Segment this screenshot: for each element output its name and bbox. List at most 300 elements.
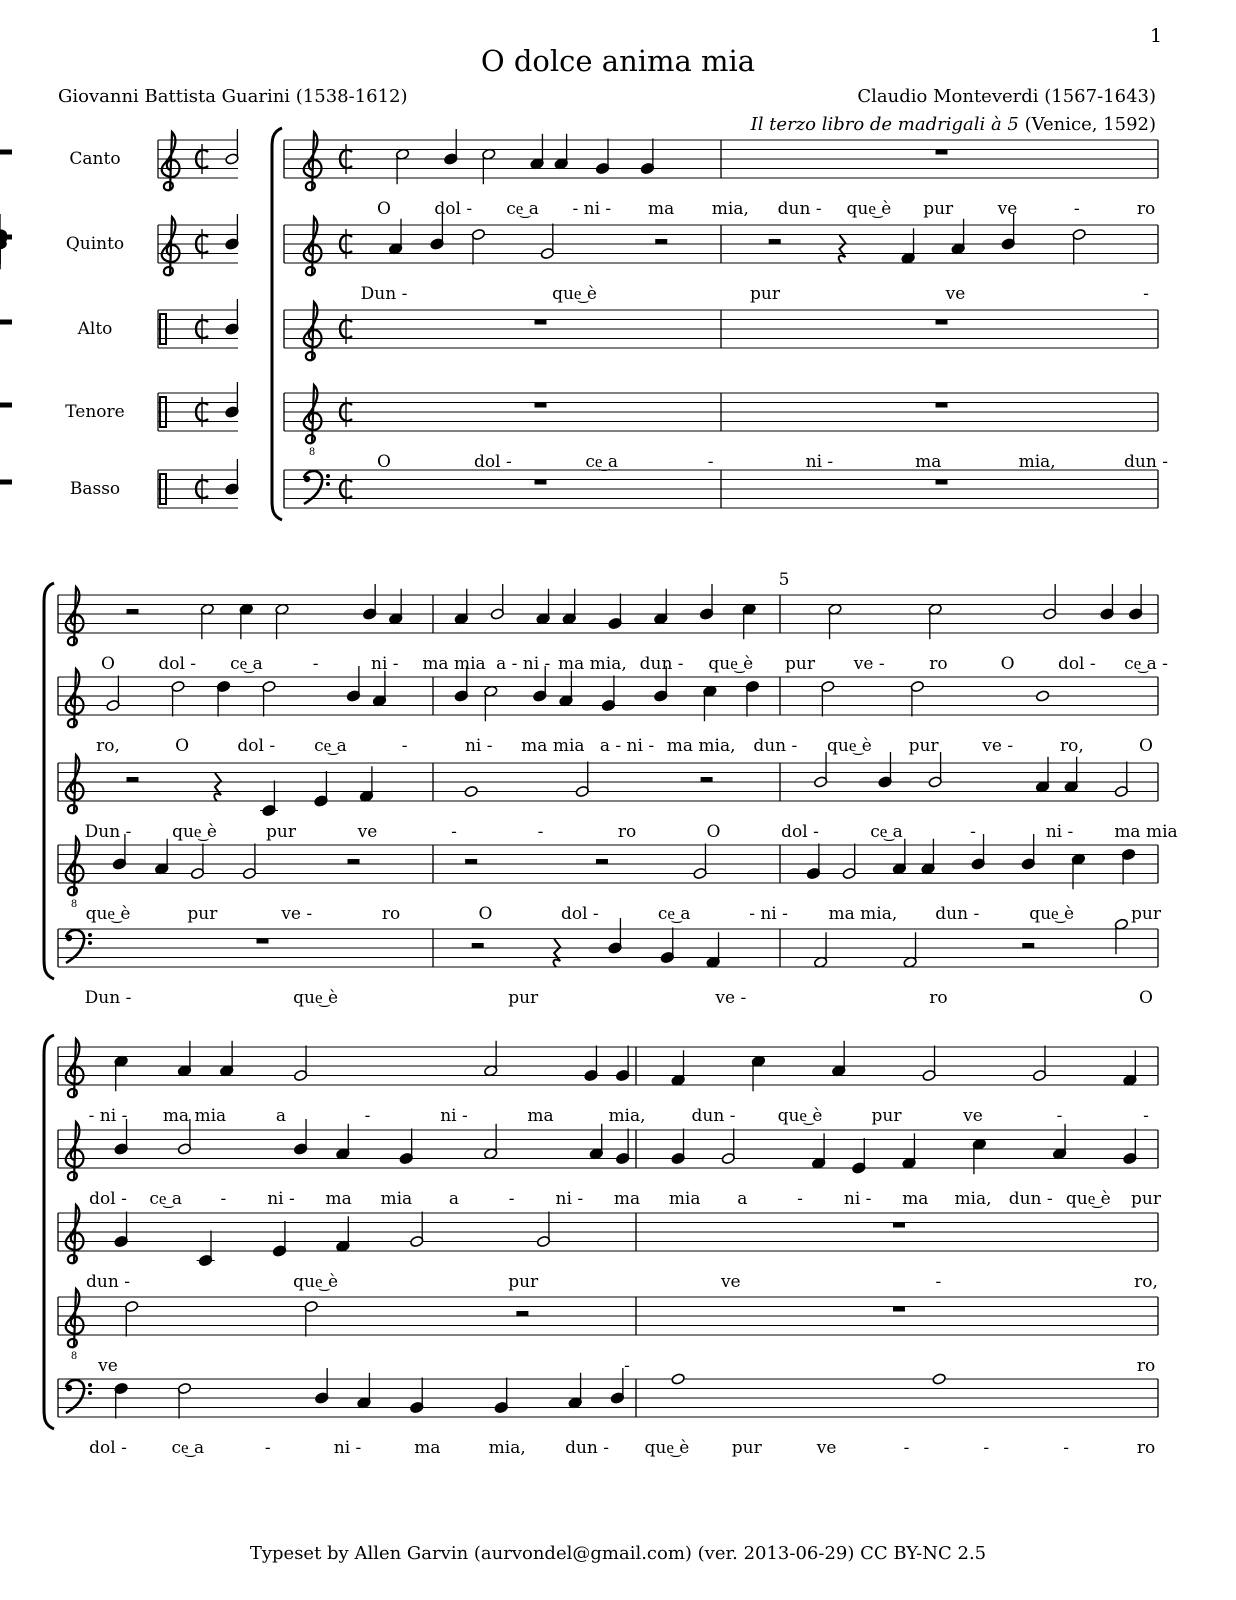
note — [554, 134, 568, 170]
staff-canto — [58, 1047, 1158, 1085]
note — [494, 1378, 508, 1414]
note — [444, 129, 458, 165]
lyric-syllable: ni - — [371, 654, 399, 674]
treble-clef-shape — [304, 132, 322, 190]
note — [951, 219, 965, 255]
lyric-syllable: dol - — [89, 1189, 127, 1209]
rest — [839, 235, 846, 263]
lyric-syllable: dun - — [777, 199, 822, 219]
lyric-syllable: dol - — [89, 1438, 127, 1458]
lyric-syllable: ro — [929, 654, 948, 674]
lyric-syllable: a — [275, 1106, 287, 1126]
system-bracket — [272, 128, 282, 520]
lyric-syllable: ma — [647, 199, 675, 219]
treble-clef-shape — [66, 755, 84, 813]
voice-label-basso: Basso — [69, 479, 121, 499]
treble-clef — [162, 132, 180, 190]
note — [314, 771, 328, 807]
rest — [596, 859, 608, 864]
lyric-syllable: pur — [508, 988, 539, 1008]
note — [410, 1378, 424, 1414]
lyrics-quinto — [361, 284, 1149, 304]
lyric-syllable: ce͜ a — [314, 736, 347, 756]
lyric-syllable: ma mia, — [828, 904, 898, 924]
lyric-syllable: O — [175, 736, 190, 756]
rest — [127, 609, 139, 614]
note — [903, 932, 917, 968]
note — [699, 584, 713, 620]
bass-clef-dot — [88, 1383, 92, 1387]
lyric-syllable: que͜ è — [293, 1272, 339, 1292]
lyric-syllable: - — [220, 1189, 227, 1209]
lyric-syllable: ve — [963, 1106, 983, 1126]
treble-clef-shape — [66, 587, 84, 645]
lyric-syllable: ni - — [267, 1189, 295, 1209]
poet-credit: Giovanni Battista Guarini (1538-1612) — [58, 86, 408, 107]
note — [198, 1231, 212, 1267]
notehead — [932, 1373, 946, 1385]
lyric-syllable: dun - — [1124, 452, 1168, 472]
bass-clef-dot — [88, 1391, 92, 1395]
lyric-syllable: ni - — [1045, 822, 1074, 842]
note — [671, 1129, 685, 1165]
lyric-syllable: ce͜ a — [149, 1189, 182, 1209]
composer-credit: Claudio Monteverdi (1567-1643) — [857, 86, 1156, 107]
lyric-syllable: ni - — [805, 452, 834, 472]
note — [304, 1300, 318, 1336]
lyric-syllable: ro — [1136, 199, 1156, 219]
lyric-syllable: ce͜ a — [230, 654, 263, 674]
lyric-syllable: - ni - — [749, 904, 788, 924]
lyric-syllable: ve — [720, 1272, 741, 1292]
note — [1064, 757, 1078, 793]
system-3 — [44, 1035, 1162, 1458]
rest — [127, 777, 139, 782]
system-bracket — [44, 583, 54, 979]
note — [536, 1212, 550, 1248]
note — [225, 459, 239, 495]
bass-clef — [66, 930, 92, 963]
voice-label-tenore: Tenore — [65, 402, 125, 422]
lyric-syllable: ni - — [843, 1189, 872, 1209]
source-title: Il terzo libro de madrigali à 5 — [750, 114, 1019, 135]
note — [1071, 853, 1085, 889]
lyric-syllable: ce͜ a — [657, 904, 691, 924]
note — [225, 382, 239, 418]
voice-label-quinto: Quinto — [65, 234, 125, 254]
lyrics-quinto — [96, 736, 1153, 756]
staff-basso — [58, 1379, 1158, 1417]
note — [892, 839, 906, 875]
note — [399, 1129, 413, 1165]
rest — [516, 1311, 528, 1316]
note — [660, 928, 674, 964]
lyric-syllable: dol - — [158, 654, 197, 674]
lyric-syllable: dun - — [565, 1438, 610, 1458]
note — [928, 603, 942, 639]
voice-label-canto: Canto — [69, 149, 121, 169]
rest — [936, 150, 948, 155]
lyric-syllable: - — [1073, 199, 1080, 219]
lyric-syllable: O — [1139, 988, 1153, 1008]
page-number: 1 — [1150, 25, 1163, 47]
note — [832, 1041, 846, 1077]
note — [114, 1212, 128, 1248]
treble-clef — [304, 132, 322, 190]
lyric-syllable: - — [983, 1438, 990, 1458]
lyric-syllable: - ni - — [88, 1106, 128, 1126]
notehead — [464, 785, 478, 797]
treble-clef — [162, 217, 180, 275]
bass-clef — [304, 471, 330, 504]
lyric-syllable: Dun - — [84, 988, 132, 1008]
note — [1021, 834, 1035, 870]
lyric-syllable: mia — [668, 1189, 701, 1209]
lyric-syllable: que͜ è — [827, 736, 872, 756]
note — [275, 603, 289, 639]
note — [177, 1382, 191, 1418]
rest — [472, 943, 484, 948]
note — [464, 785, 478, 797]
lyric-syllable: ni - — [555, 1189, 584, 1209]
note — [608, 594, 622, 630]
rest — [554, 939, 561, 967]
lyric-syllable: pur — [871, 1106, 902, 1126]
note — [589, 1124, 603, 1160]
note — [114, 1382, 128, 1418]
lyric-syllable: pur — [908, 736, 939, 756]
lyric-syllable: ni - — [440, 1106, 468, 1126]
lyric-syllable: - — [451, 822, 457, 842]
lyric-syllable: ma mia — [422, 654, 486, 674]
lyric-syllable: ma mia, — [666, 736, 736, 756]
system-2 — [44, 583, 1178, 1008]
lyric-syllable: - — [1056, 1106, 1063, 1126]
note — [922, 1046, 936, 1082]
system-1 — [0, 128, 1168, 520]
lyric-syllable: ma — [902, 1189, 929, 1209]
lyric-syllable: dun - — [639, 654, 684, 674]
lyric-syllable: pur — [785, 654, 815, 674]
lyric-syllable: a - ni - — [496, 654, 551, 674]
note — [721, 1129, 735, 1165]
lyric-syllable: ve — [945, 284, 966, 304]
lyrics-tenore — [86, 904, 1162, 924]
lyric-syllable: ma mia, — [558, 654, 627, 674]
note — [540, 224, 554, 260]
rest — [701, 777, 713, 782]
bass-clef-dot — [88, 941, 92, 945]
staff-alto — [58, 763, 1158, 801]
note — [389, 589, 403, 625]
lyric-syllable: ni - — [464, 736, 493, 756]
treble-clef-shape — [66, 1289, 84, 1347]
lyric-syllable: pur — [187, 904, 218, 924]
lyric-syllable: dun - — [935, 904, 980, 924]
note — [336, 1124, 350, 1160]
note — [357, 1373, 371, 1409]
lyric-syllable: ro — [1136, 1438, 1156, 1458]
note — [1121, 848, 1135, 884]
lyric-syllable: - — [401, 736, 408, 756]
note — [190, 844, 204, 880]
bass-clef — [66, 1380, 92, 1413]
measure-number: 5 — [778, 570, 790, 590]
lyric-syllable: dol - — [237, 736, 276, 756]
lyric-syllable: O — [1139, 736, 1153, 756]
note — [177, 1041, 191, 1077]
lyric-syllable: dun - — [86, 1272, 130, 1292]
staff-tenore — [58, 1297, 1158, 1335]
lyric-syllable: pur — [266, 822, 296, 842]
lyric-syllable: que͜ è — [85, 904, 131, 924]
treble-clef — [66, 1205, 84, 1263]
note — [751, 1055, 765, 1091]
lyrics-alto — [86, 1272, 1158, 1292]
lyric-syllable: ro, — [1134, 1272, 1158, 1292]
note — [821, 680, 835, 716]
note — [1114, 918, 1128, 954]
note — [1053, 1124, 1067, 1160]
notehead — [671, 1373, 685, 1385]
note — [932, 1373, 946, 1385]
note — [484, 1041, 498, 1077]
lyric-syllable: dol - — [560, 904, 599, 924]
rest — [0, 403, 12, 408]
rest — [348, 859, 360, 864]
lyric-syllable: ro — [1136, 1356, 1156, 1376]
lyric-syllable: - — [903, 1438, 910, 1458]
lyric-syllable: O — [377, 199, 391, 219]
lyric-syllable: - — [312, 654, 319, 674]
note — [359, 766, 373, 802]
note — [482, 148, 496, 184]
note — [484, 685, 498, 721]
treble-clef-shape — [66, 1205, 84, 1263]
note — [1072, 228, 1086, 264]
lyric-syllable: ce͜ a — [585, 452, 619, 472]
note — [262, 781, 276, 817]
octave-mark: 8 — [308, 447, 316, 458]
lyric-syllable: ce͜ a — [506, 199, 539, 219]
note — [1001, 214, 1015, 250]
note — [910, 680, 924, 716]
staff-tenore — [58, 845, 1158, 883]
rest — [214, 773, 221, 801]
note — [490, 584, 504, 620]
octave-mark: 8 — [70, 899, 78, 910]
lyric-syllable: ma — [527, 1106, 554, 1126]
treble-clef — [66, 1039, 84, 1097]
rest — [936, 320, 948, 325]
lyric-syllable: ma — [414, 1438, 441, 1458]
note — [225, 299, 239, 335]
treble-clef — [304, 217, 322, 275]
treble-clef-shape — [66, 1122, 84, 1180]
note — [171, 680, 185, 716]
note — [1123, 1129, 1137, 1165]
note — [654, 589, 668, 625]
note — [272, 1221, 286, 1257]
note — [1043, 584, 1057, 620]
note — [372, 671, 386, 707]
lyrics-quinto — [89, 1189, 1162, 1209]
rest — [893, 1307, 905, 1312]
note — [220, 1041, 234, 1077]
note — [608, 918, 622, 954]
lyric-syllable: que͜ è — [708, 654, 754, 674]
note — [1129, 584, 1143, 620]
lyric-syllable: - — [537, 822, 544, 842]
lyric-syllable: ve — [816, 1438, 837, 1458]
rest — [465, 859, 477, 864]
note — [902, 1133, 916, 1169]
note — [216, 680, 230, 716]
note — [575, 762, 589, 798]
note — [346, 666, 360, 702]
lyric-syllable: O — [101, 654, 115, 674]
lyric-syllable: mia, — [608, 1106, 646, 1126]
note — [693, 844, 707, 880]
rest — [0, 150, 12, 155]
note — [559, 671, 573, 707]
staff-quinto — [58, 1130, 1158, 1168]
bass-clef-dot — [304, 476, 310, 482]
lyric-syllable: Dun - — [84, 822, 132, 842]
note — [471, 228, 485, 264]
note — [742, 603, 756, 639]
bass-clef-dot — [66, 935, 72, 941]
note — [706, 932, 720, 968]
bass-clef-dot — [326, 474, 330, 478]
note — [901, 228, 915, 264]
lyric-syllable: ro — [929, 988, 948, 1008]
lyrics-tenore — [377, 452, 1168, 472]
note — [812, 1133, 826, 1169]
note — [878, 752, 892, 788]
rest — [535, 403, 547, 408]
lyric-syllable: ma mia — [521, 736, 585, 756]
note — [745, 680, 759, 716]
lyric-syllable: ce͜ a — [870, 822, 903, 842]
note — [155, 839, 169, 875]
bass-clef-dot — [326, 482, 330, 486]
note — [852, 1138, 866, 1174]
footer-credit: Typeset by Allen Garvin (aurvondel@gmail.com) (ver. 2013-06-29) CC BY-NC 2.5 — [249, 1543, 987, 1564]
lyric-syllable: ve — [357, 822, 378, 842]
treble-clef-shape — [66, 1039, 84, 1097]
notehead — [0, 240, 6, 249]
lyric-syllable: ve - — [715, 988, 747, 1008]
octave-mark: 8 — [70, 1351, 78, 1362]
note — [1032, 1046, 1046, 1082]
lyric-syllable: que͜ è — [644, 1438, 690, 1458]
note — [616, 1129, 630, 1165]
lyric-syllable: pur — [923, 199, 954, 219]
note — [242, 844, 256, 880]
piece-title: O dolce anima mia — [480, 44, 756, 78]
rest — [535, 480, 547, 485]
note — [828, 603, 842, 639]
note — [225, 214, 239, 250]
note — [336, 1216, 350, 1252]
bass-clef-dot — [88, 933, 92, 937]
lyric-syllable: ve - — [853, 654, 885, 674]
lyric-syllable: dol - — [434, 199, 473, 219]
lyric-syllable: mia, — [488, 1438, 526, 1458]
note — [430, 214, 444, 250]
note — [703, 685, 717, 721]
treble-clef-shape — [66, 837, 84, 895]
note — [363, 584, 377, 620]
lyric-syllable: dol - — [781, 822, 819, 842]
note — [239, 603, 253, 639]
staff-alto — [58, 1213, 1158, 1251]
note — [928, 752, 942, 788]
note — [454, 589, 468, 625]
lyrics-alto — [85, 822, 1178, 842]
lyric-syllable: ve — [98, 1356, 118, 1376]
rest — [0, 480, 12, 485]
lyrics-tenore — [97, 1356, 1155, 1376]
lyric-syllable: mia, — [711, 199, 749, 219]
rest — [0, 235, 12, 240]
treble-clef — [66, 1122, 84, 1180]
lyric-syllable: mia — [380, 1189, 413, 1209]
lyric-syllable: dun - — [753, 736, 798, 756]
lyric-syllable: pur — [1131, 1189, 1161, 1209]
source-details: (Venice, 1592) — [1018, 114, 1156, 135]
note — [125, 1300, 139, 1336]
note — [262, 680, 276, 716]
lyric-syllable: que͜ è — [552, 284, 597, 304]
lyric-syllable: ma — [613, 1189, 641, 1209]
treble-clef-shape — [304, 217, 322, 275]
note — [388, 219, 402, 255]
lyric-syllable: ro — [381, 904, 401, 924]
treble-clef — [66, 587, 84, 645]
note — [814, 932, 828, 968]
lyric-syllable: - — [797, 1189, 803, 1209]
system-bracket — [44, 1035, 54, 1429]
lyric-syllable: pur — [1131, 904, 1161, 924]
lyric-syllable: que͜ è — [777, 1106, 823, 1126]
lyric-syllable: - — [707, 452, 714, 472]
note — [562, 589, 576, 625]
note — [610, 1368, 624, 1404]
lyric-syllable: que͜ è — [1065, 1189, 1111, 1209]
note — [921, 839, 935, 875]
lyric-syllable: ro, — [96, 736, 120, 756]
incipit — [65, 129, 239, 508]
lyric-syllable: que͜ è — [172, 822, 217, 842]
note — [584, 1046, 598, 1082]
note — [225, 129, 239, 165]
note — [1035, 757, 1049, 793]
lyric-syllable: Dun - — [360, 284, 408, 304]
lyric-syllable: - — [1143, 1106, 1149, 1126]
lyric-syllable: que͜ è — [846, 199, 892, 219]
rest — [655, 239, 667, 244]
note — [568, 1373, 582, 1409]
lyric-syllable: ve - — [281, 904, 313, 924]
treble-clef — [66, 755, 84, 813]
lyric-syllable: - — [508, 1189, 515, 1209]
note — [616, 1046, 630, 1082]
note — [1114, 762, 1128, 798]
note — [410, 1212, 424, 1248]
lyric-syllable: a — [737, 1189, 748, 1209]
